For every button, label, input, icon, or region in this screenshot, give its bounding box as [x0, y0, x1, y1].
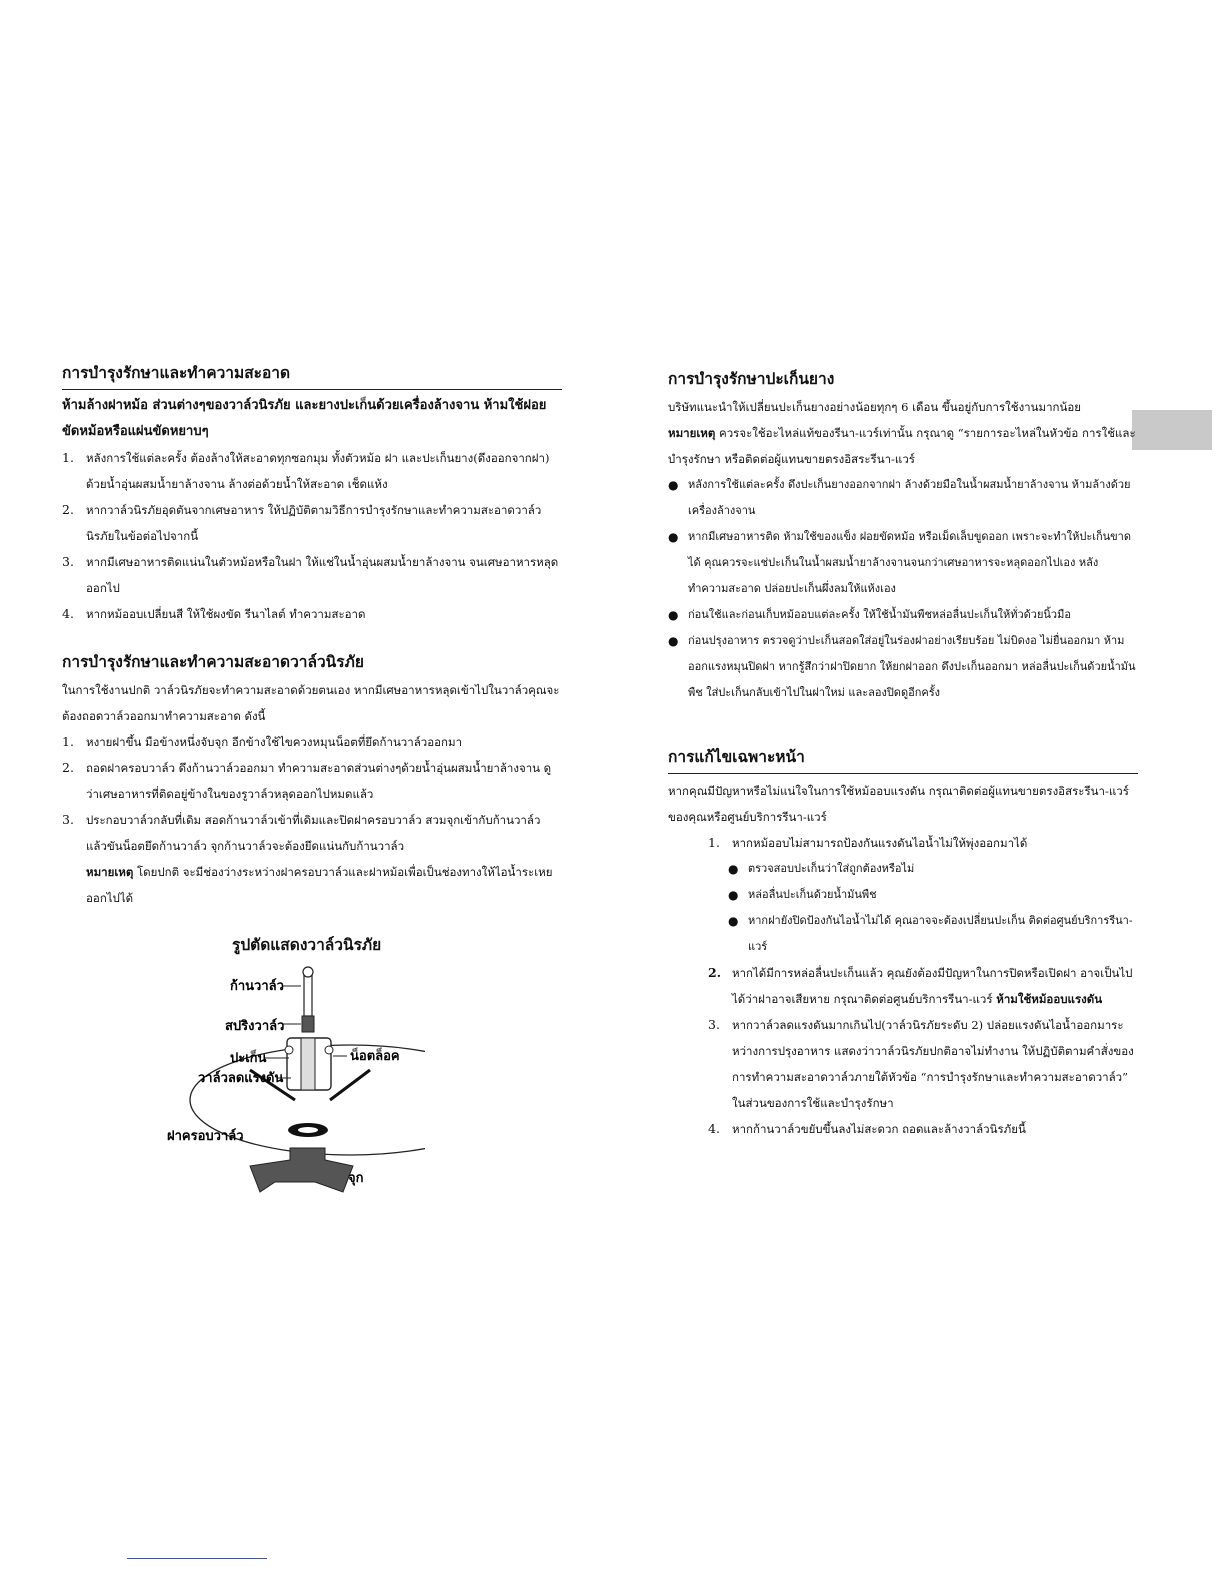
section-header-troubleshooting — [668, 746, 1138, 774]
bullet-icon: ● — [728, 914, 739, 928]
list-item: 2. ถอดฝาครอบวาล์ว ดึงก้านวาล์วออกมา ทำความสะอาดส่วนต่างๆด้วยน้ำอุ่นผสมน้ำยาล้างจาน ดูว่าเศษอาหารที่ติดอยู่ข้างในของรูวาล์วหลุดออกไปหมดแล้ว — [62, 760, 552, 801]
stem-tip — [303, 967, 313, 977]
cleaning-steps-list — [62, 445, 562, 627]
list-item: 1. หงายฝาขึ้น มือข้างหนึ่งจับจุก อีกข้างใช้ไขควงหมุนน็อตที่ยึดก้านวาล์วออกมา — [62, 734, 463, 749]
bullet-icon: ● — [668, 530, 679, 544]
bullet-icon: ● — [668, 634, 679, 648]
bullet-icon: ● — [728, 862, 739, 876]
label-lock-nut: น็อตล็อค — [350, 1049, 400, 1064]
figure-title: รูปตัดแสดงวาล์วนิรภัย — [232, 935, 382, 954]
list-item: ● ก่อนใช้และก่อนเก็บหม้ออบแต่ละครั้ง ให้ใช้น้ำมันพืชหล่อลื่นปะเก็นให้ทั่วด้วยนิ้วมือ — [668, 602, 1138, 628]
label-gasket: ปะเก็น — [230, 1051, 267, 1066]
bullet-icon: ● — [668, 478, 679, 492]
bullet-icon: ● — [728, 888, 739, 902]
footer-rule — [127, 1558, 267, 1559]
valve-stem — [304, 972, 312, 1016]
list-item: 1. หากหม้ออบไม่สามารถป้องกันแรงดันไอน้ำไม่ให้พุ่งออกมาได้ — [708, 835, 1028, 850]
note-label: หมายเหตุ — [86, 865, 134, 879]
label-spring: สปริงวาล์ว — [225, 1019, 285, 1034]
list-item: 2. หากวาล์วนิรภัยอุดตันจากเศษอาหาร ให้ปฏิบัติตามวิธีการบำรุงรักษาและทำความสะอาดวาล์วนิรภัยในข้อต่อไปจากนี้ — [62, 502, 542, 543]
label-pressure-valve: วาล์วลดแรงดัน — [198, 1071, 284, 1086]
label-stem: ก้านวาล์ว — [230, 979, 284, 994]
section-thumb-tab — [1132, 410, 1212, 450]
list-item: 2. หากได้มีการหล่อลื่นปะเก็นแล้ว คุณยังต้องมีปัญหาในการปิดหรือเปิดฝา อาจเป็นไปได้ว่าฝาอาจเสียหาย กรุณาติดต่อศูนย์บริการรีนา-แวร์ ห้ามใช้หม้ออบแรงดัน — [708, 965, 1133, 1006]
item1-bullets — [728, 856, 1138, 960]
list-item: ● หลังการใช้แต่ละครั้ง ดึงปะเก็นยางออกจากฝา ล้างด้วยมือในน้ำผสมน้ำยาล้างจาน ห้ามล้างด้วยเครื่องล้างจาน — [668, 472, 1138, 524]
note-text: โดยปกติ จะมีช่องว่างระหว่างฝาครอบวาล์วและฝาหม้อเพื่อเป็นช่องทางให้ไอน้ำระเหยออกไปได้ — [86, 865, 553, 905]
lock-nut-left — [285, 1046, 293, 1054]
gasket-intro: บริษัทแนะนำให้เปลี่ยนปะเก็นยางอย่างน้อยทุกๆ 6 เดือน ขึ้นอยู่กับการใช้งานมากน้อย — [668, 400, 1082, 414]
note-text: ควรจะใช้อะไหล่แท้ของรีนา-แวร์เท่านั้น กรุณาดู “รายการอะไหล่ในหัวข้อ การใช้และบำรุงรักษา หรือติดต่อผู้แทนขายตรงอิสระรีนา-แวร์ — [668, 426, 1136, 466]
label-cover: ฝาครอบวาล์ว — [167, 1129, 244, 1144]
list-item: ● ก่อนปรุงอาหาร ตรวจดูว่าปะเก็นสอดใส่อยู่ในร่องฝาอย่างเรียบร้อย ไม่บิดงอ ไม่ยื่นออกมา ห้ามออกแรงหมุนปิดฝา หากรู้สึกว่าฝาปิดยาก ให้ยกฝาออก ดึงปะเก็นออกมา หล่อลื่นปะเก็นด้วยน้ำมันพืช ใส่ปะเก็นกลับเข้าไปในฝาใหม่ และลองปิดดูอีกครั้ง — [668, 628, 1138, 706]
list-item: ● หล่อลื่นปะเก็นด้วยน้ำมันพืช — [728, 882, 1138, 908]
label-knob: จุก — [348, 1171, 364, 1186]
list-item: ● ตรวจสอบปะเก็นว่าใส่ถูกต้องหรือไม่ — [728, 856, 1138, 882]
valve-steps-list — [62, 729, 562, 859]
list-item: 1. หลังการใช้แต่ละครั้ง ต้องล้างให้สะอาดทุกซอกมุม ทั้งตัวหม้อ ฝา และปะเก็นยาง(ดึงออกจากฝา) ด้วยน้ำอุ่นผสมน้ำยาล้างจาน ล้างต่อด้วยน้ำให้สะอาด เช็ดแห้ง — [62, 450, 550, 491]
list-item: 3. หากมีเศษอาหารติดแน่นในตัวหม้อหรือในฝา ให้แช่ในน้ำอุ่นผสมน้ำยาล้างจาน จนเศษอาหารหลุดออกไป — [62, 554, 559, 595]
lid-cone-right — [330, 1070, 370, 1100]
valve-spring — [302, 1016, 314, 1032]
note-label: หมายเหตุ — [668, 426, 716, 440]
list-item: ● หากมีเศษอาหารติด ห้ามใช้ของแข็ง ฝอยขัดหม้อ หรือเม็ดเล็บขูดออก เพราะจะทำให้ปะเก็นขาดได้ คุณควรจะแช่ปะเก็นในน้ำผสมน้ำยาล้างจานจนกว่าเศษอาหารจะหลุดออกไปเอง หลังทำความสะอาด ปล่อยปะเก็นผึ่งลมให้แห้งเอง — [668, 524, 1138, 602]
lock-nut-right — [325, 1046, 333, 1054]
warning-strong: ห้ามใช้หม้ออบแรงดัน — [996, 992, 1103, 1006]
list-item: 3. หากวาล์วลดแรงดันมากเกินไป(วาล์วนิรภัยระดับ 2) ปล่อยแรงดันไอน้ำออกมาระหว่างการปรุงอาหาร แสดงว่าวาล์วนิรภัยปกติอาจไม่ทำงาน ให้ปฏิบัติตามคำสั่งของการทำความสะอาดวาล์วภายใต้หัวข้อ “การบำรุงรักษาและทำความสะอาดวาล์ว” ในส่วนของการใช้และบำรุงรักษา — [708, 1017, 1134, 1110]
gasket-note — [668, 420, 1138, 472]
troubleshooting-intro: หากคุณมีปัญหาหรือไม่แน่ใจในการใช้หม้ออบแรงดัน กรุณาติดต่อผู้แทนขายตรงอิสระรีนา-แวร์ของคุณหรือศูนย์บริการรีนา-แวร์ — [668, 784, 1129, 824]
valve-core — [301, 1038, 315, 1090]
right-column — [668, 368, 1138, 1142]
list-item: ● หากฝายังปิดป้องกันไอน้ำไม่ได้ คุณอาจจะต้องเปลี่ยนปะเก็น ติดต่อศูนย์บริการรีนา-แวร์ — [728, 908, 1138, 960]
section-title: การบำรุงรักษาและทำความสะอาด — [62, 363, 291, 382]
gasket-bullets — [668, 472, 1138, 706]
bullet-icon: ● — [668, 608, 679, 622]
list-item: 4. หากหม้ออบเปลี่ยนสี ให้ใช้ผงขัด รีนาไลต์ ทำความสะอาด — [62, 606, 366, 621]
left-column — [62, 362, 562, 911]
section-title-gasket: การบำรุงรักษาปะเก็นยาง — [668, 369, 835, 388]
section-title-valve-cleaning: การบำรุงรักษาและทำความสะอาดวาล์วนิรภัย — [62, 652, 364, 671]
section-header-maintenance — [62, 362, 562, 390]
list-item: 3. ประกอบวาล์วกลับที่เดิม สอดก้านวาล์วเข้าที่เดิมและปิดฝาครอบวาล์ว สวมจุกเข้ากับก้านวาล์ว แล้วขันน็อตยึดก้านวาล์ว จุกก้านวาล์วจะต้องยึดแน่นกับก้านวาล์ว — [62, 812, 541, 853]
valve-cross-section-diagram — [165, 960, 425, 1200]
valve-note — [86, 859, 562, 911]
valve-intro-text: ในการใช้งานปกติ วาล์วนิรภัยจะทำความสะอาดด้วยตนเอง หากมีเศษอาหารหลุดเข้าไปในวาล์วคุณจะต้องถอดวาล์วออกมาทำความสะอาด ดังนี้ — [62, 683, 560, 723]
list-item: 4. หากก้านวาล์วขยับขึ้นลงไม่สะดวก ถอดและล้างวาล์วนิรภัยนี้ — [708, 1121, 1026, 1136]
warning-text: ห้ามล้างฝาหม้อ ส่วนต่างๆของวาล์วนิรภัย และยางปะเก็นด้วยเครื่องล้างจาน ห้ามใช้ฝอยขัดหม้อหรือแผ่นขัดหยาบๆ — [62, 398, 547, 439]
section-title: การแก้ไขเฉพาะหน้า — [668, 747, 805, 766]
